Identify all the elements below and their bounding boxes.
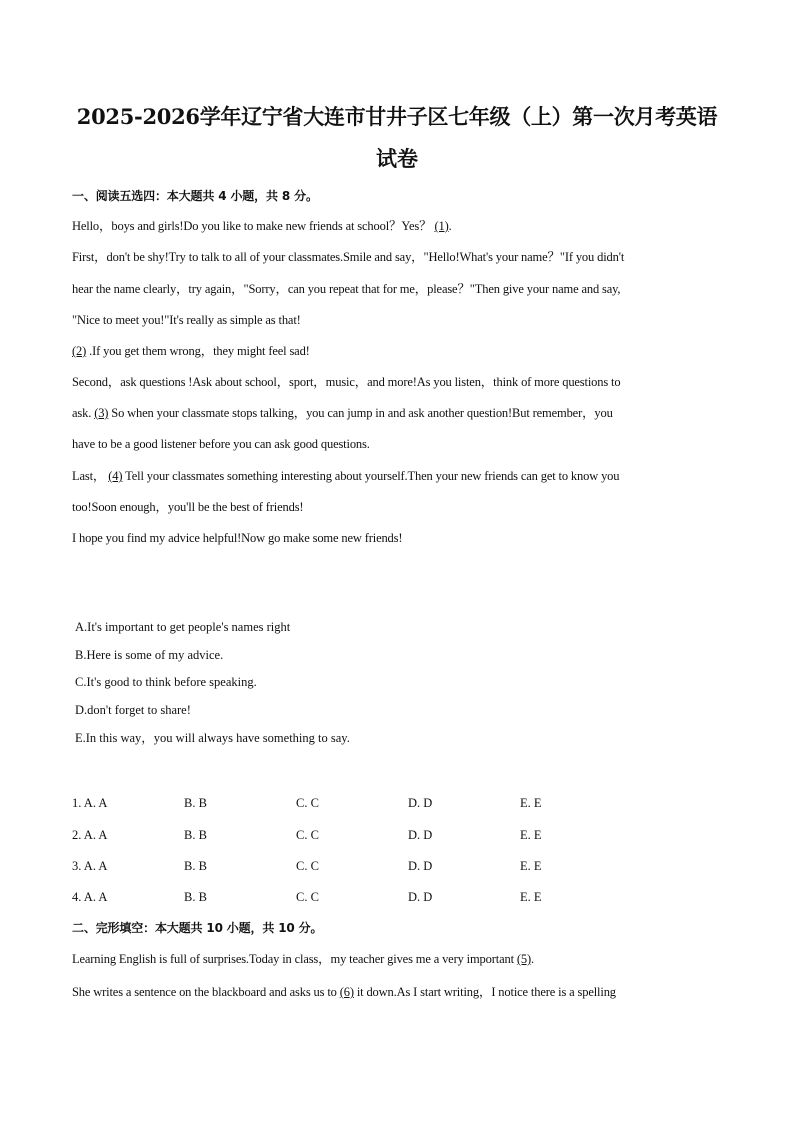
- exam-title: 2025-2026学年辽宁省大连市甘井子区七年级（上）第一次月考英语: [76, 104, 718, 129]
- option-b: B.Here is some of my advice.: [75, 648, 224, 662]
- blank-6: (6): [339, 985, 354, 999]
- blank-5: (5): [516, 952, 532, 966]
- passage-line: "Nice to meet you!"It's really as simple as that!: [72, 313, 301, 327]
- section-1-heading: 一、阅读五选四：本大题共 4 小题，共 8 分。: [72, 189, 318, 203]
- answer-row-1: [72, 794, 672, 812]
- passage-line: [72, 983, 722, 1001]
- answer-choice[interactable]: D. D: [408, 890, 433, 904]
- answer-choice[interactable]: D. D: [408, 828, 433, 842]
- answer-choice[interactable]: E. E: [520, 859, 542, 873]
- option-d: D.don't forget to share!: [75, 703, 191, 717]
- answer-choice[interactable]: 3. A. A: [72, 859, 108, 873]
- blank-3: (3): [94, 406, 109, 420]
- answer-choice[interactable]: 4. A. A: [72, 890, 108, 904]
- answer-row-4: [72, 888, 672, 906]
- section-2-heading: 二、完形填空：本大题共 10 小题，共 10 分。: [72, 921, 323, 935]
- answer-choice[interactable]: 1. A. A: [72, 796, 108, 810]
- passage-text: .: [448, 219, 452, 233]
- blank-2: (2): [72, 344, 87, 358]
- passage-line: [72, 950, 722, 968]
- passage-text: .If you get them wrong，they might feel sad!: [86, 344, 310, 358]
- answer-choice[interactable]: E. E: [520, 828, 542, 842]
- answer-choice[interactable]: D. D: [408, 859, 433, 873]
- answer-choice[interactable]: B. B: [184, 859, 207, 873]
- exam-title-continued: 试卷: [376, 146, 418, 171]
- answer-choice[interactable]: C. C: [296, 796, 319, 810]
- option-e: E.In this way，you will always have something to say.: [75, 731, 350, 745]
- passage-line: [72, 404, 722, 422]
- answer-choice[interactable]: B. B: [184, 796, 207, 810]
- passage-paragraph-3: [72, 342, 722, 360]
- blank-1: (1): [434, 219, 449, 233]
- passage-text: Learning English is full of surprises.Today in class，my teacher gives me a very important: [72, 952, 517, 966]
- option-a: A.It's important to get people's names right: [75, 620, 291, 634]
- passage-paragraph-1: [72, 217, 722, 235]
- passage-text: She writes a sentence on the blackboard and asks us to: [72, 985, 340, 999]
- passage-line: hear the name clearly，try again，"Sorry，can you repeat that for me，please？"Then give your name and say,: [72, 282, 621, 296]
- passage-text: Tell your classmates something interesting about yourself.Then your new friends can get to know you: [122, 469, 620, 483]
- passage-text: it down.As I start writing，I notice there is a spelling: [353, 985, 616, 999]
- blank-4: (4): [108, 469, 123, 483]
- passage-text: ask.: [72, 406, 92, 420]
- answer-choice[interactable]: C. C: [296, 828, 319, 842]
- passage-text: .: [531, 952, 535, 966]
- passage-text: Last，: [72, 469, 106, 483]
- passage-line: First，don't be shy!Try to talk to all of your classmates.Smile and say，"Hello!What's your name？"If you didn't: [72, 250, 625, 264]
- passage-text: So when your classmate stops talking，you can jump in and ask another question!But remember，you: [108, 406, 613, 420]
- answer-choice[interactable]: C. C: [296, 890, 319, 904]
- option-c: C.It's good to think before speaking.: [75, 675, 257, 689]
- answer-row-2: [72, 826, 672, 844]
- answer-choice[interactable]: B. B: [184, 890, 207, 904]
- answer-choice[interactable]: E. E: [520, 890, 542, 904]
- passage-line: too!Soon enough，you'll be the best of friends!: [72, 500, 304, 514]
- passage-paragraph-5: [72, 467, 722, 485]
- answer-choice[interactable]: B. B: [184, 828, 207, 842]
- answer-choice[interactable]: D. D: [408, 796, 433, 810]
- answer-choice[interactable]: E. E: [520, 796, 542, 810]
- answer-choice[interactable]: C. C: [296, 859, 319, 873]
- passage-text: Hello，boys and girls!Do you like to make new friends at school？Yes？: [72, 219, 432, 233]
- passage-line: I hope you find my advice helpful!Now go make some new friends!: [72, 531, 403, 545]
- passage-line: have to be a good listener before you can ask good questions.: [72, 437, 370, 451]
- answer-row-3: [72, 857, 672, 875]
- passage-line: Second，ask questions !Ask about school，sport，music，and more!As you listen，think of more questions to: [72, 375, 621, 389]
- answer-choice[interactable]: 2. A. A: [72, 828, 108, 842]
